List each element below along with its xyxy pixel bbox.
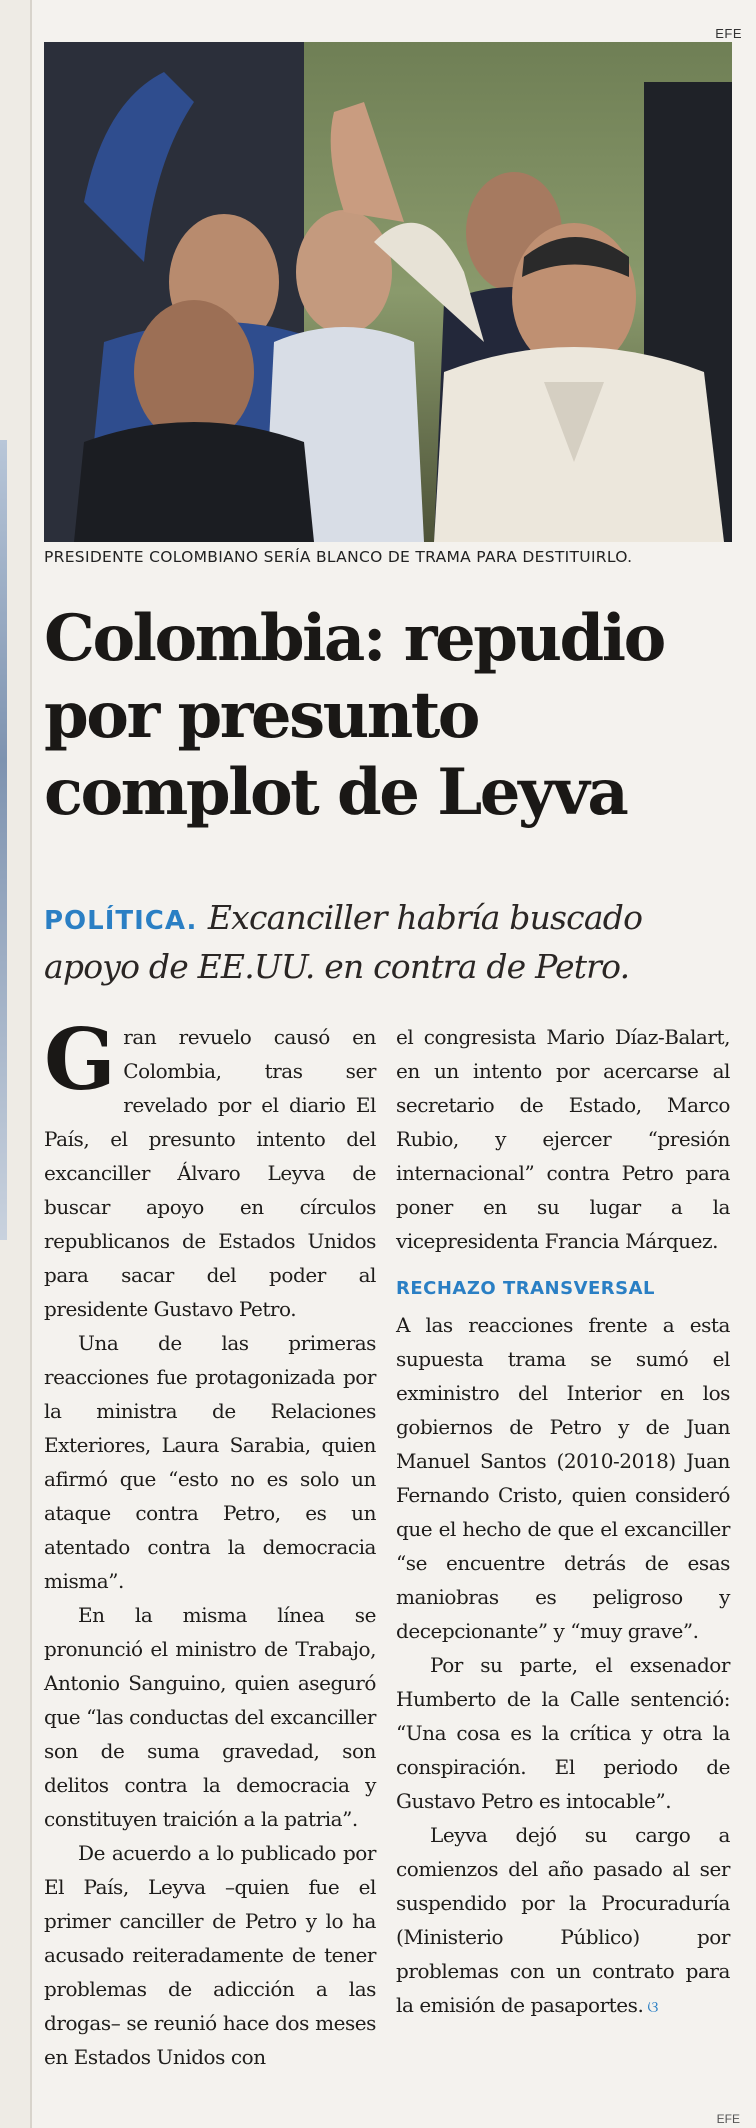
body-paragraph-7: Por su parte, el exsenador Humberto de la Calle sentenció: “Una cosa es la crítica y otra la conspiración. El periodo de Gustavo Petro es intocable”. <box>396 1653 730 1813</box>
body-paragraph-6: A las reacciones frente a esta supuesta trama se sumó el exministro del Interior en los gobiernos de Petro y de Juan Manuel Santos (2010-2018) Juan Fernando Cristo, quien consideró que el hecho de que el excanciller “se encuentre detrás de esas maniobras es peligroso y decepcionante” y “muy grave”. <box>396 1313 730 1643</box>
body-paragraph-5: el congresista Mario Díaz-Balart, en un intento por acercarse al secretario de Estado, Marco Rubio, y ejercer “presión internacional” contra Petro para poner en su lugar a la vicepresidenta Francia Márquez. <box>396 1025 730 1253</box>
section-kicker: POLÍTICA. <box>44 906 198 936</box>
adjacent-page-image-strip <box>0 440 7 1240</box>
drop-cap: G <box>44 1010 116 1109</box>
headline <box>44 600 734 831</box>
lead-summary <box>44 895 734 990</box>
body-paragraph-1-text: ran revuelo causó en Colombia, tras ser revelado por el diario El País, el presunto intento del excanciller Álvaro Leyva de buscar apoyo en círculos republicanos de Estados Unidos para sacar del poder al presidente Gustavo Petro. <box>44 1025 376 1321</box>
section-subhead: RECHAZO TRANSVERSAL <box>396 1278 656 1299</box>
body-paragraph-8 <box>396 1818 730 2024</box>
headline-line-1: Colombia: repudio <box>44 601 664 676</box>
photo-caption: PRESIDENTE COLOMBIANO SERÍA BLANCO DE TRAMA PARA DESTITUIRLO. <box>44 548 633 566</box>
end-of-article-icon: ଓ <box>647 1997 658 2016</box>
column-rule <box>30 0 32 2128</box>
body-paragraph-8-text: Leyva dejó su cargo a comienzos del año pasado al ser suspendido por la Procuraduría (Ministerio Público) por problemas con un contrato para la emisión de pasaportes. <box>396 1823 730 2017</box>
lead-text: Excanciller habría buscado apoyo de EE.UU. en contra de Petro. <box>44 898 643 986</box>
adjacent-page-edge <box>0 0 30 2128</box>
article-column-left <box>44 1010 376 2074</box>
body-paragraph-2: Una de las primeras reacciones fue protagonizada por la ministra de Relaciones Exteriores, Laura Sarabia, quien afirmó que “esto no es solo un ataque contra Petro, es un atentado contra la democracia misma”. <box>44 1331 376 1593</box>
article-column-right <box>396 1020 730 2024</box>
body-paragraph-1 <box>44 1010 376 1326</box>
news-photo <box>44 42 732 542</box>
body-paragraph-4: De acuerdo a lo publicado por El País, Leyva –quien fue el primer canciller de Petro y lo ha acusado reiteradamente de tener problemas de adicción a las drogas– se reunió hace dos meses en Estados Unidos con <box>44 1841 376 2069</box>
footer-credit: EFE <box>716 2112 740 2126</box>
headline-line-3: complot de Leyva <box>44 755 627 830</box>
headline-line-2: por presunto <box>44 678 478 753</box>
body-paragraph-3: En la misma línea se pronunció el ministro de Trabajo, Antonio Sanguino, quien aseguró que “las conductas del excanciller son de suma gravedad, son delitos contra la democracia y constituyen traición a la patria”. <box>44 1603 376 1831</box>
photo-credit: EFE <box>715 26 742 41</box>
